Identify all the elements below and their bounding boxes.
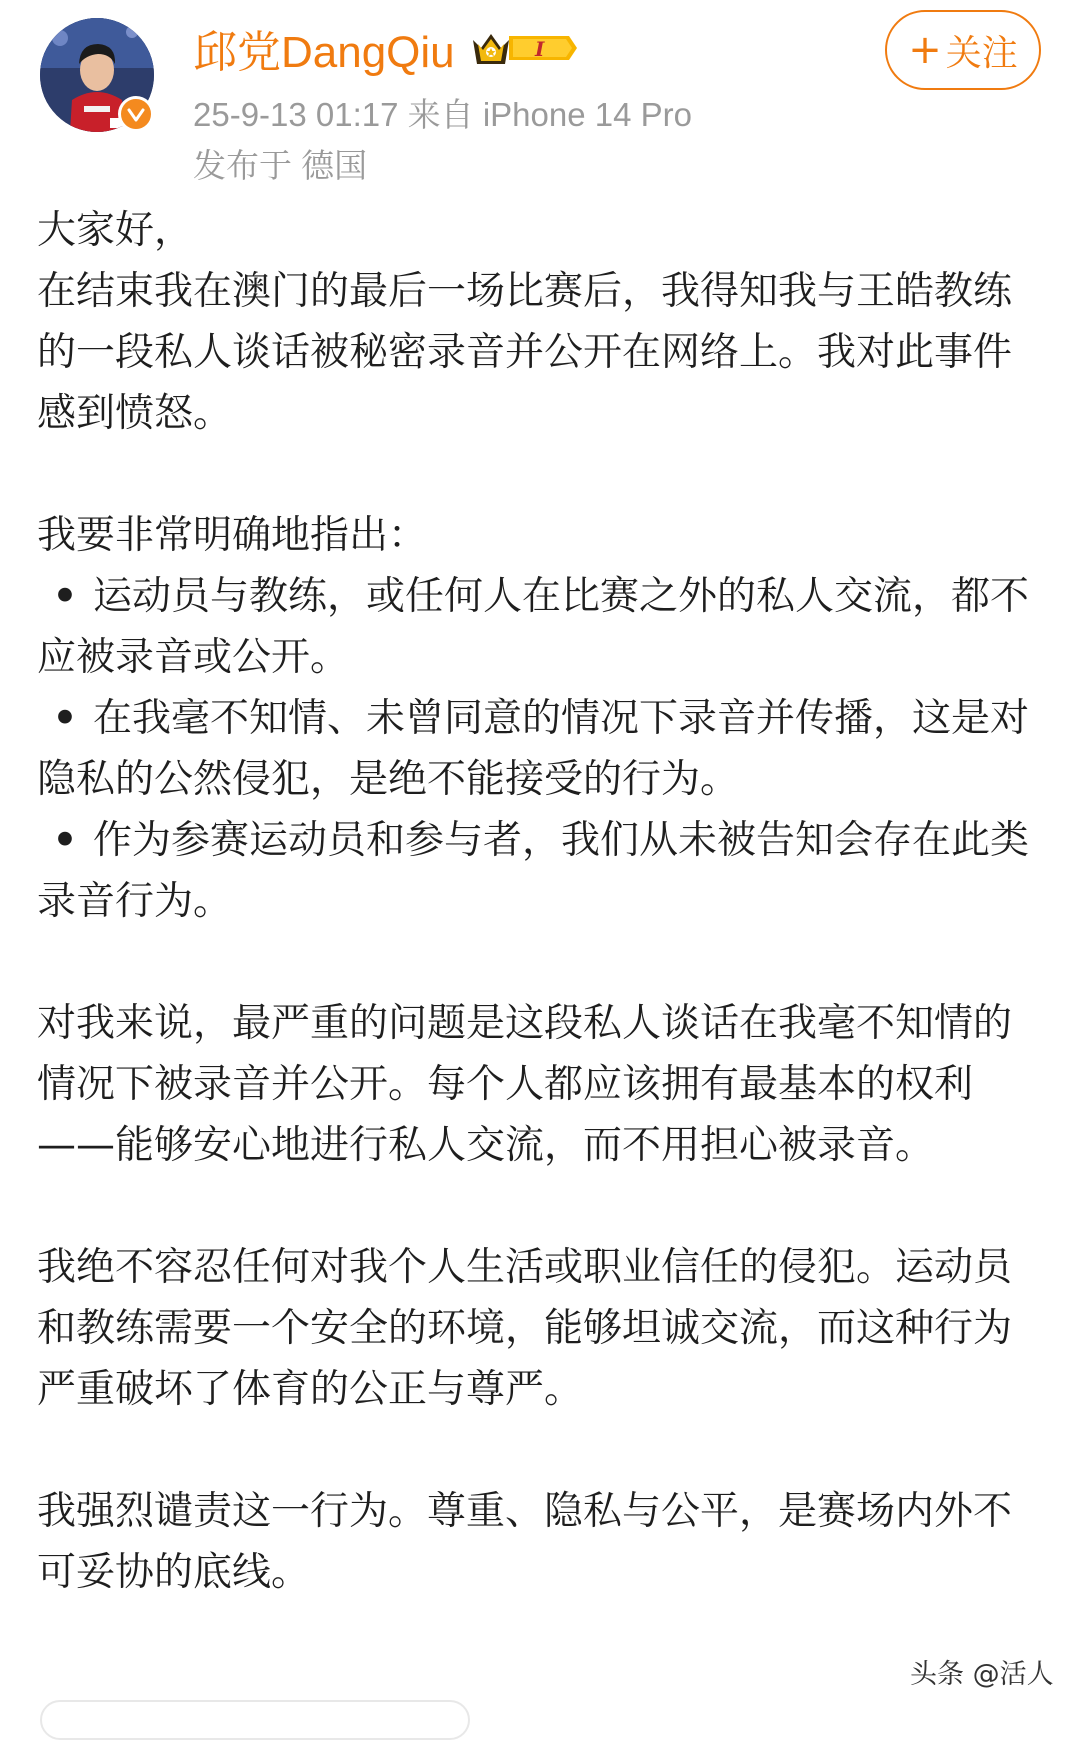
post-timestamp: 25-9-13 01:17 来自 iPhone 14 Pro — [193, 96, 692, 133]
username[interactable]: 邱党DangQiu — [193, 28, 455, 77]
next-card-edge — [40, 1700, 470, 1740]
plus-icon: + — [908, 27, 942, 73]
paragraph-3: 对我来说，最严重的问题是这段私人谈话在我毫不知情的情况下被录音并公开。每个人都应该拥有最基本的权利——能够安心地进行私人交流，而不用担心被录音。 — [37, 1001, 1013, 1168]
follow-label: 关注 — [945, 32, 1018, 74]
bullet-text: 作为参赛运动员和参与者，我们从未被告知会存在此类录音行为。 — [37, 818, 1030, 924]
bullet-dot-icon: • — [52, 696, 78, 741]
paragraph-2-intro: 我要非常明确地指出： — [37, 513, 428, 558]
vip-crown-badge-icon[interactable] — [469, 26, 581, 70]
bullet-dot-icon: • — [52, 574, 78, 619]
post-location: 发布于 德国 — [193, 147, 368, 184]
post-header — [0, 0, 1080, 200]
bullet-text: 运动员与教练，或任何人在比赛之外的私人交流，都不应被录音或公开。 — [37, 574, 1030, 680]
paragraph-4: 我绝不容忍任何对我个人生活或职业信任的侵犯。运动员和教练需要一个安全的环境，能够坦诚交流，而这种行为严重破坏了体育的公正与尊严。 — [37, 1245, 1013, 1412]
paragraph-1: 在结束我在澳门的最后一场比赛后，我得知我与王皓教练的一段私人谈话被秘密录音并公开在网络上。我对此事件感到愤怒。 — [37, 269, 1013, 436]
bullet-item — [37, 810, 1047, 932]
paragraph-5: 我强烈谴责这一行为。尊重、隐私与公平，是赛场内外不可妥协的底线。 — [37, 1489, 1013, 1595]
follow-button[interactable] — [885, 10, 1041, 90]
post-body — [37, 200, 1047, 1603]
greeting: 大家好， — [37, 208, 194, 253]
bullet-text: 在我毫不知情、未曾同意的情况下录音并传播，这是对隐私的公然侵犯，是绝不能接受的行为。 — [37, 696, 1030, 802]
bullet-item — [37, 566, 1047, 688]
verified-badge-icon — [118, 96, 154, 132]
bullet-dot-icon: • — [52, 818, 78, 863]
bullet-item — [37, 688, 1047, 810]
watermark: 头条 @活人 — [910, 1659, 1054, 1690]
username-row — [193, 18, 581, 78]
vip-level: I — [534, 37, 545, 61]
